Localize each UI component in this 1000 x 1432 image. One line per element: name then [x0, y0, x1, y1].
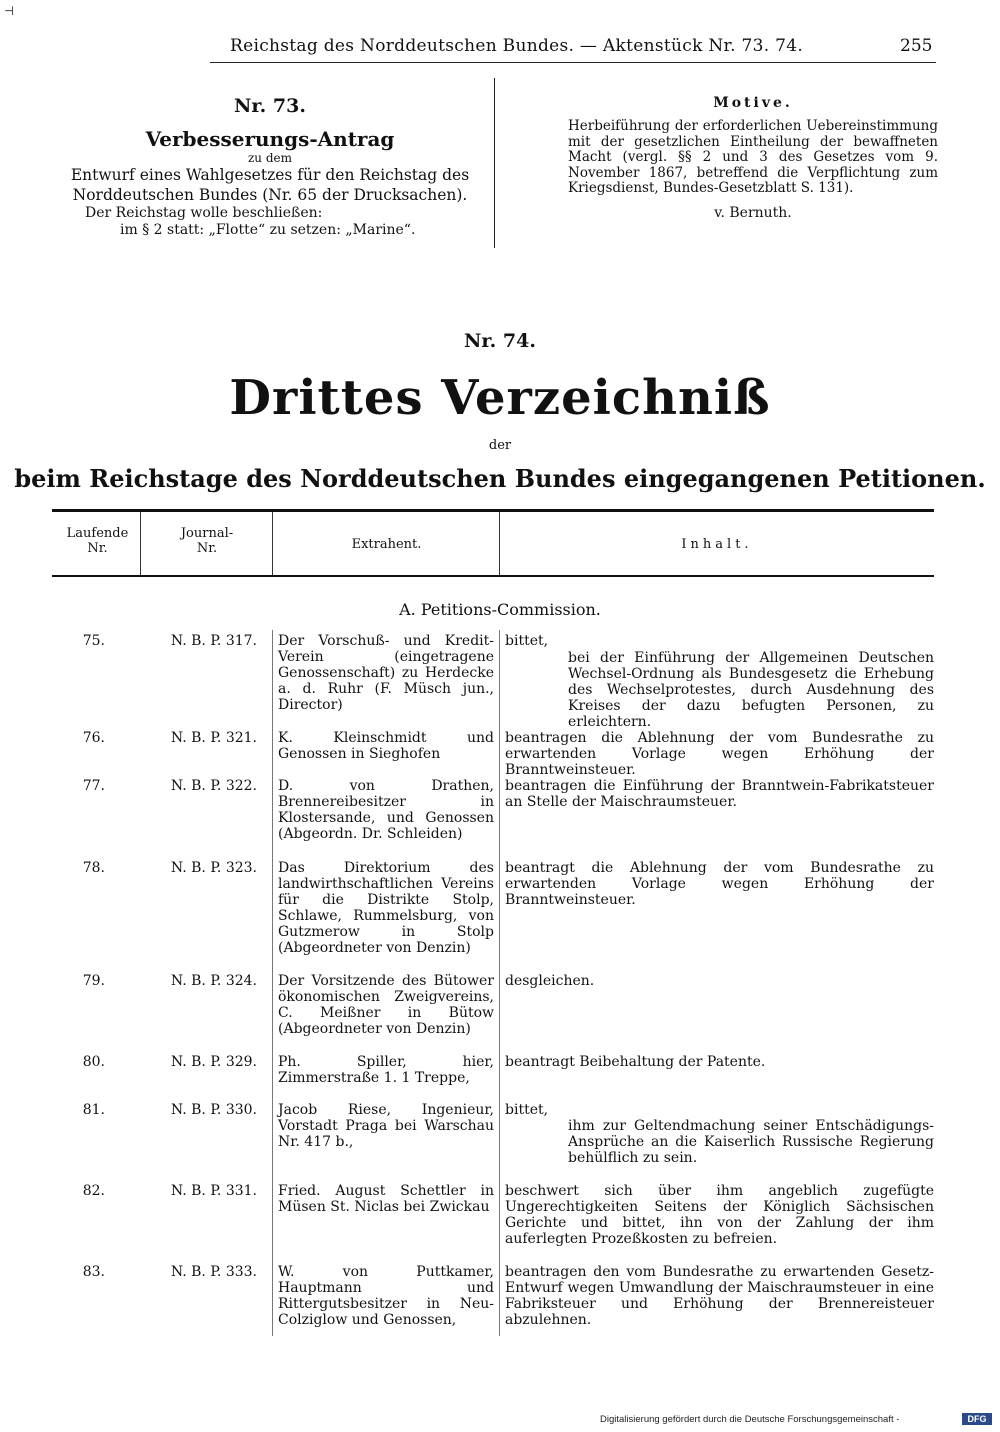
row-inhalt: beantragt Beibehaltung der Patente.: [505, 1054, 766, 1070]
row-number: 75.: [82, 633, 105, 649]
nr73-line4: im § 2 statt: „Flotte“ zu setzen: „Marine“.: [120, 222, 416, 238]
row-number: 78.: [82, 860, 105, 876]
row-petent: W. von Puttkamer, Hauptmann und Rittergutsbesitzer in Neu-Colziglow und Genossen,: [278, 1264, 494, 1328]
row-journal: N. B. P. 317.: [170, 633, 257, 649]
body-col-line-2: [499, 630, 500, 1336]
row-inhalt: beantragen die Ablehnung der vom Bundesrathe zu erwartenden Vorlage wegen Erhöhung der Branntweinsteuer.: [505, 730, 934, 778]
row-verb: bittet,: [505, 1102, 549, 1118]
row-journal: N. B. P. 330.: [170, 1102, 257, 1118]
nr73-line3: Der Reichstag wolle beschließen:: [85, 205, 323, 221]
row-inhalt: desgleichen.: [505, 973, 595, 989]
dfg-logo: DFG: [962, 1413, 992, 1425]
nr73-line1: Entwurf eines Wahlgesetzes für den Reichstag des: [70, 166, 470, 184]
section-heading: A. Petitions-Commission.: [399, 600, 601, 619]
row-inhalt: beantragen den vom Bundesrathe zu erwartenden Gesetz-Entwurf wegen Umwandlung der Maischraumsteuer in eine Fabriksteuer und Erhöhung der Brennereisteuer abzulehnen.: [505, 1264, 934, 1328]
header-col-line-3: [499, 512, 500, 576]
row-number: 83.: [82, 1264, 105, 1280]
row-petent: Ph. Spiller, hier, Zimmerstraße 1. 1 Treppe,: [278, 1054, 494, 1086]
header-rule: [210, 62, 936, 63]
nr73-title: Verbesserungs-Antrag: [145, 127, 395, 151]
row-petent: K. Kleinschmidt und Genossen in Sieghofen: [278, 730, 494, 762]
motive-text: Herbeiführung der erforderlichen Uebereinstimmung mit der gesetzlichen Eintheilung der bewaffneten Macht (vergl. §§ 2 und 3 des Gesetzes vom 9. November 1867, betreffend die Verpflichtung zum Kriegsdienst, Bundes-Gesetzblatt S. 131).: [568, 118, 938, 196]
header-col-line-2: [272, 512, 273, 576]
header-journal: [142, 526, 272, 556]
row-petent: Fried. August Schettler in Müsen St. Niclas bei Zwickau: [278, 1183, 494, 1215]
row-inhalt: ihm zur Geltendmachung seiner Entschädigungs-Ansprüche an die Kaiserlich Russische Regierung behülflich zu sein.: [568, 1118, 934, 1166]
nr73-number: Nr. 73.: [234, 95, 306, 117]
nr73-zu-dem: zu dem: [247, 151, 293, 165]
motive-block: [568, 95, 938, 221]
body-col-line-1: [272, 630, 273, 1336]
row-number: 77.: [82, 778, 105, 794]
motive-heading: Motive.: [713, 95, 793, 111]
header-laufende-line1: Laufende: [66, 526, 129, 541]
row-verb: bittet,: [505, 633, 549, 649]
header-inhalt: Inhalt.: [681, 537, 753, 552]
column-divider: [494, 78, 495, 248]
row-number: 76.: [82, 730, 105, 746]
margin-mark: ⊣: [4, 4, 15, 18]
row-journal: N. B. P. 331.: [170, 1183, 257, 1199]
row-petent: Der Vorsitzende des Bütower ökonomischen Zweigvereins, C. Meißner in Bütow (Abgeordneter von Denzin): [278, 973, 494, 1037]
row-journal: N. B. P. 323.: [170, 860, 257, 876]
header-laufende: [55, 526, 140, 556]
row-journal: N. B. P. 322.: [170, 778, 257, 794]
motive-signature: v. Bernuth.: [714, 204, 792, 221]
row-inhalt: beantragt die Ablehnung der vom Bundesrathe zu erwartenden Vorlage wegen Erhöhung der Branntweinsteuer.: [505, 860, 934, 908]
nr73-line2: Norddeutschen Bundes (Nr. 65 der Drucksachen).: [72, 186, 468, 204]
nr74-subtitle: beim Reichstage des Norddeutschen Bundes eingegangenen Petitionen.: [14, 464, 986, 493]
header-laufende-line2: Nr.: [87, 541, 108, 556]
nr74-der: der: [488, 438, 512, 453]
row-journal: N. B. P. 329.: [170, 1054, 257, 1070]
row-inhalt: beschwert sich über ihm angeblich zugefügte Ungerechtigkeiten Seitens der Königlich Sächsischen Gerichte und bittet, ihn von der Zahlung der ihm auferlegten Prozeßkosten zu befreien.: [505, 1183, 934, 1247]
row-number: 80.: [82, 1054, 105, 1070]
digitization-credit: Digitalisierung gefördert durch die Deutsche Forschungsgemeinschaft -: [600, 1414, 900, 1425]
row-journal: N. B. P. 333.: [170, 1264, 257, 1280]
row-number: 82.: [82, 1183, 105, 1199]
header-col-line-1: [140, 512, 141, 576]
row-journal: N. B. P. 321.: [170, 730, 257, 746]
row-inhalt: bei der Einführung der Allgemeinen Deutschen Wechsel-Ordnung als Bundesgesetz die Erhebung des Wechselprotestes, durch Ausdehnung des Kreises der dazu befugten Personen, zu erleichtern.: [568, 650, 934, 730]
row-petent: Der Vorschuß- und Kredit-Verein (eingetragene Genossenschaft) zu Herdecke a. d. Ruhr (F. Müsch jun., Director): [278, 633, 494, 713]
nr74-title: Drittes Verzeichniß: [229, 370, 771, 426]
header-journal-line2: Nr.: [196, 541, 218, 556]
row-inhalt: beantragen die Einführung der Branntwein-Fabrikatsteuer an Stelle der Maischraumsteuer.: [505, 778, 934, 810]
row-number: 81.: [82, 1102, 105, 1118]
row-number: 79.: [82, 973, 105, 989]
row-journal: N. B. P. 324.: [170, 973, 257, 989]
row-petent: D. von Drathen, Brennereibesitzer in Klostersande, und Genossen (Abgeordn. Dr. Schleiden): [278, 778, 494, 842]
table-header-rule: [52, 575, 934, 577]
page-number: 255: [900, 36, 933, 56]
running-header: Reichstag des Norddeutschen Bundes. — Aktenstück Nr. 73. 74.: [230, 36, 804, 56]
row-petent: Jacob Riese, Ingenieur, Vorstadt Praga bei Warschau Nr. 417 b.,: [278, 1102, 494, 1150]
document-nr73: [55, 95, 485, 239]
header-journal-line1: Journal-: [180, 526, 234, 541]
row-petent: Das Direktorium des landwirthschaftlichen Vereins für die Distrikte Stolp, Schlawe, Rummelsburg, von Gutzmerow in Stolp (Abgeordneter von Denzin): [278, 860, 494, 956]
table-top-rule: [52, 509, 934, 512]
header-extrahent: Extrahent.: [351, 537, 422, 552]
nr74-number: Nr. 74.: [464, 330, 536, 352]
